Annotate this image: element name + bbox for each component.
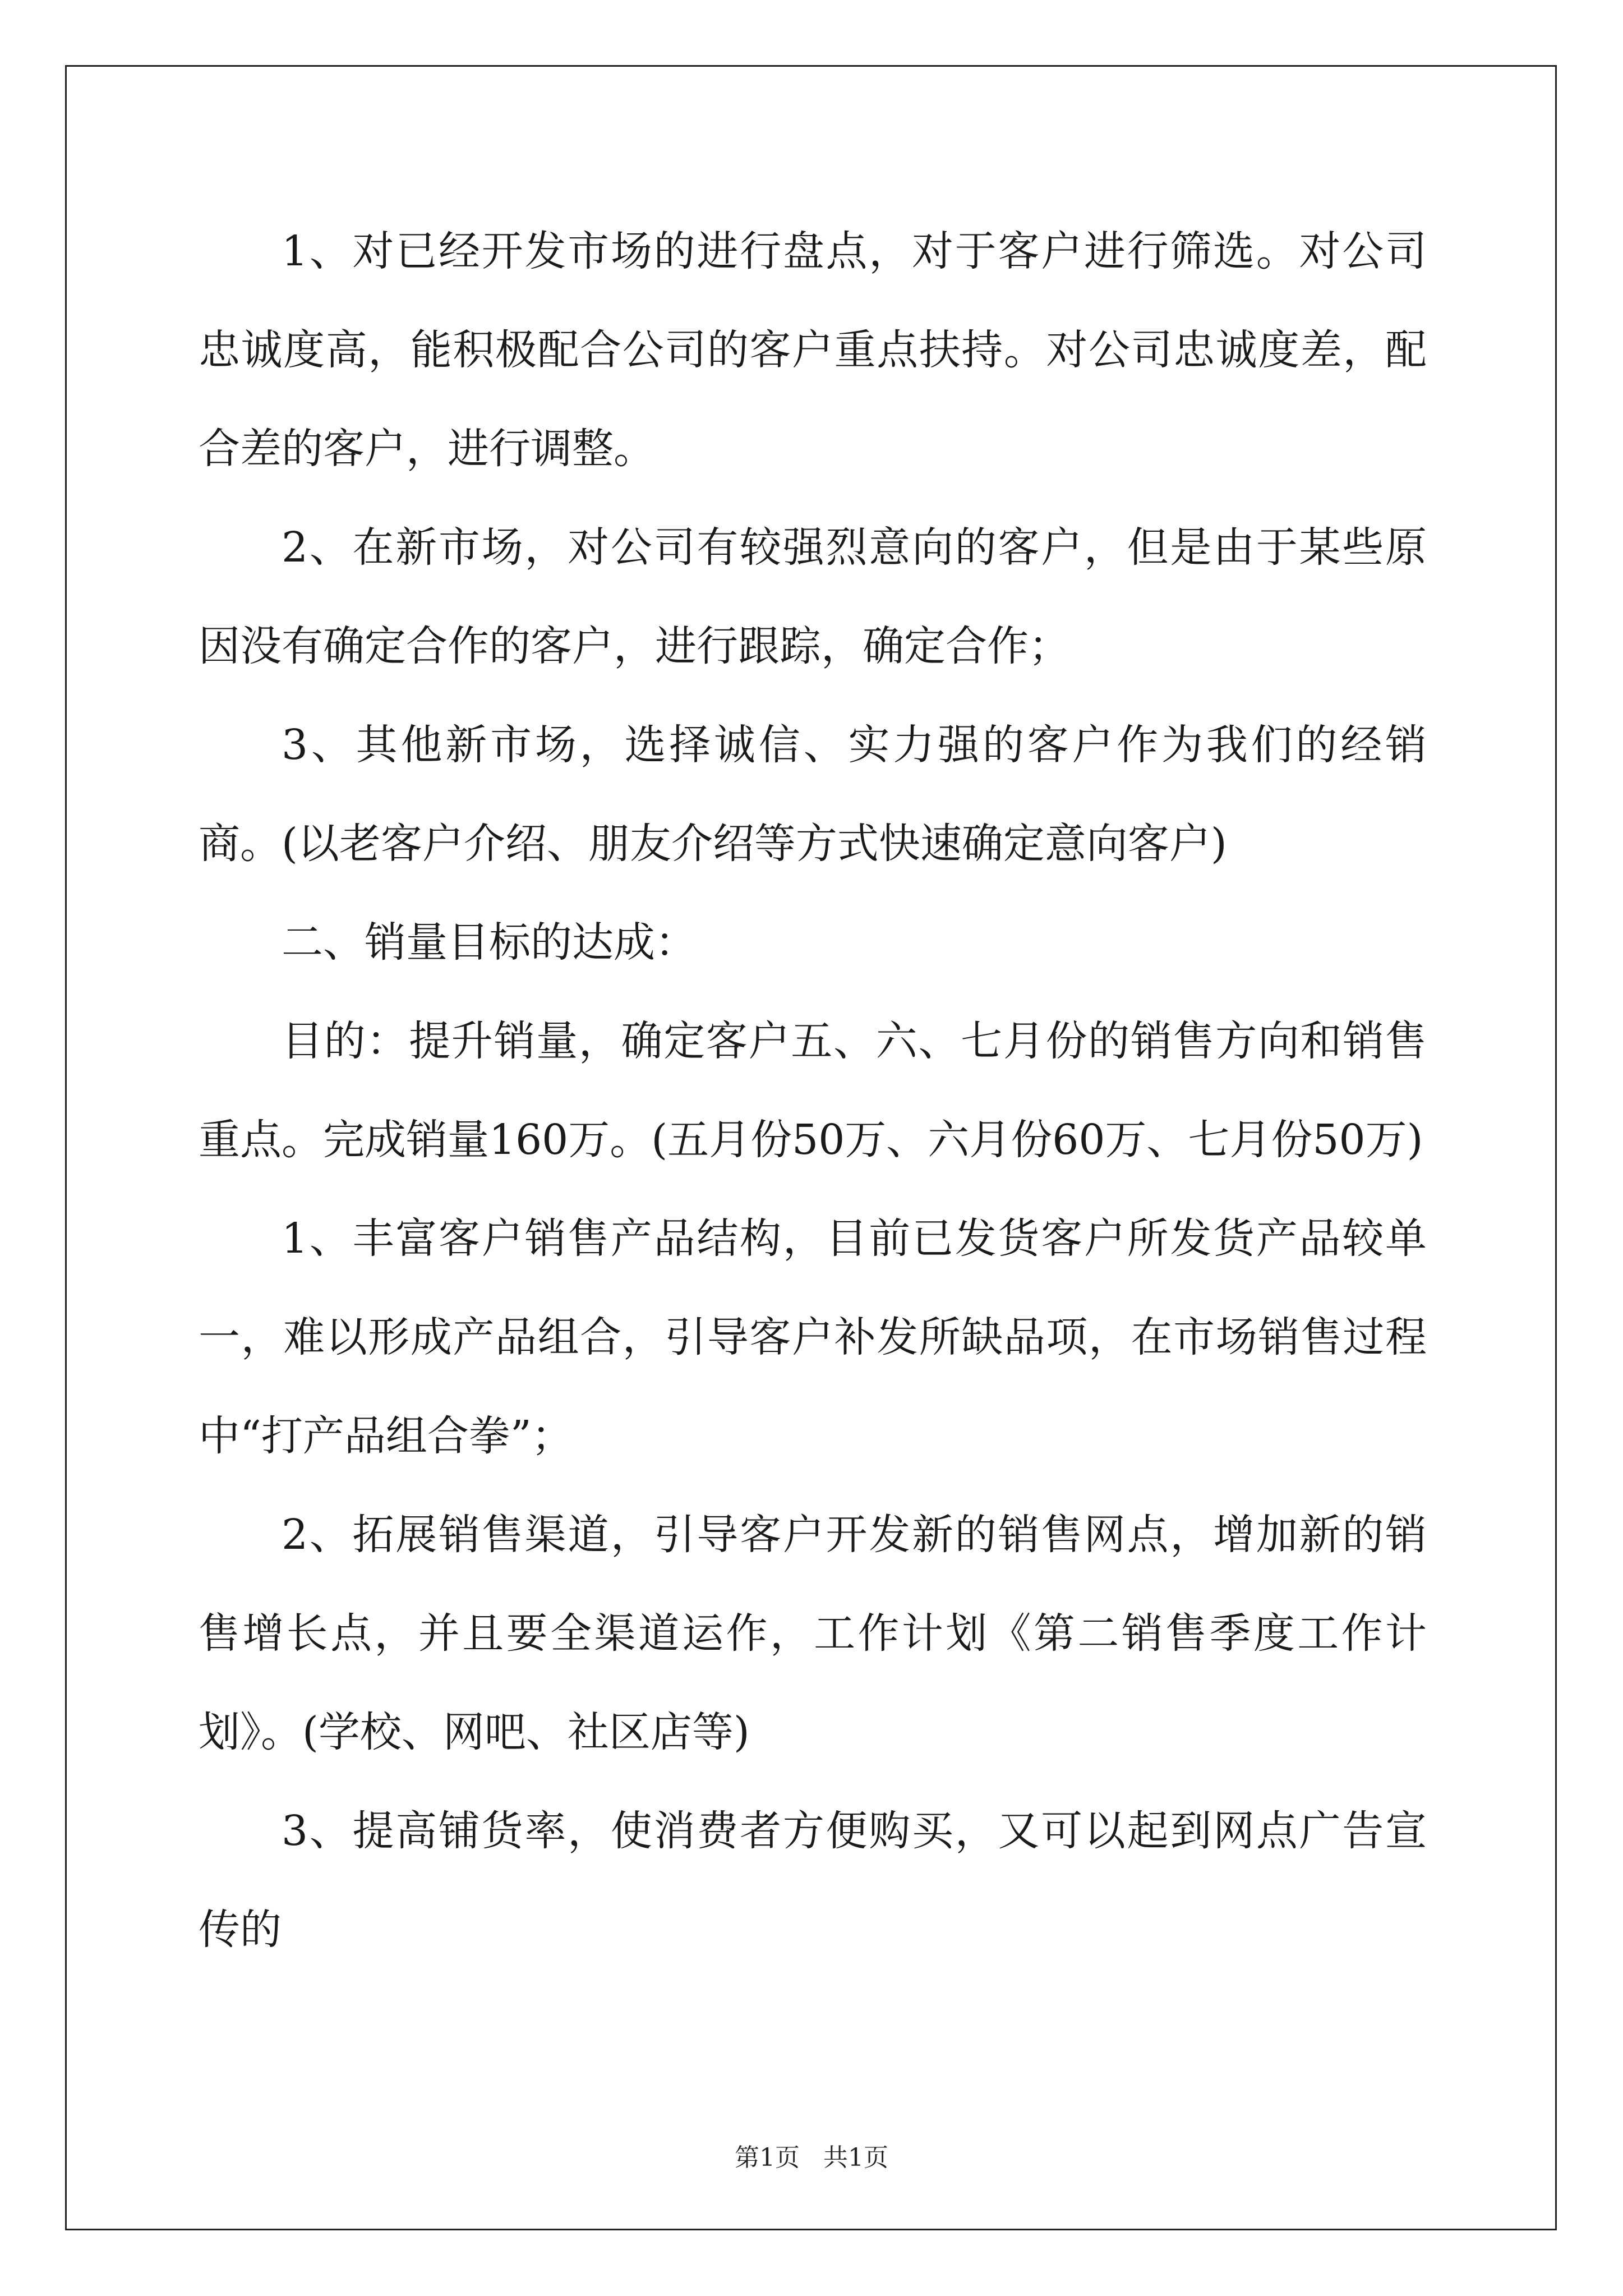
paragraph-6: 3、提高铺货率，使消费者方便购买，又可以起到网点广告宣传的 <box>199 1807 1427 1954</box>
paragraph-goal: 目的：提升销量，确定客户五、六、七月份的销售方向和销售重点。完成销量160万。(五月份50万、六月份60万、七月份50万) <box>199 1017 1427 1164</box>
page-footer: 第1页 共1页 <box>735 2143 888 2172</box>
paragraph-1: 1、对已经开发市场的进行盘点，对于客户进行筛选。对公司忠诚度高，能积极配合公司的客户重点扶持。对公司忠诚度差，配合差的客户，进行调整。 <box>199 227 1427 473</box>
document-body <box>199 202 1427 1979</box>
paragraph-4: 1、丰富客户销售产品结构，目前已发货客户所发货产品较单一，难以形成产品组合，引导客户补发所缺品项，在市场销售过程中“打产品组合拳”； <box>199 1214 1427 1460</box>
paragraph-2: 2、在新市场，对公司有较强烈意向的客户，但是由于某些原因没有确定合作的客户，进行跟踪，确定合作； <box>199 523 1427 670</box>
section-heading: 二、销量目标的达成： <box>282 918 697 967</box>
paragraph-5: 2、拓展销售渠道，引导客户开发新的销售网点，增加新的销售增长点，并且要全渠道运作，工作计划《第二销售季度工作计划》。(学校、网吧、社区店等) <box>199 1511 1427 1756</box>
paragraph-3: 3、其他新市场，选择诚信、实力强的客户作为我们的经销商。(以老客户介绍、朋友介绍等方式快速确定意向客户) <box>199 721 1427 868</box>
